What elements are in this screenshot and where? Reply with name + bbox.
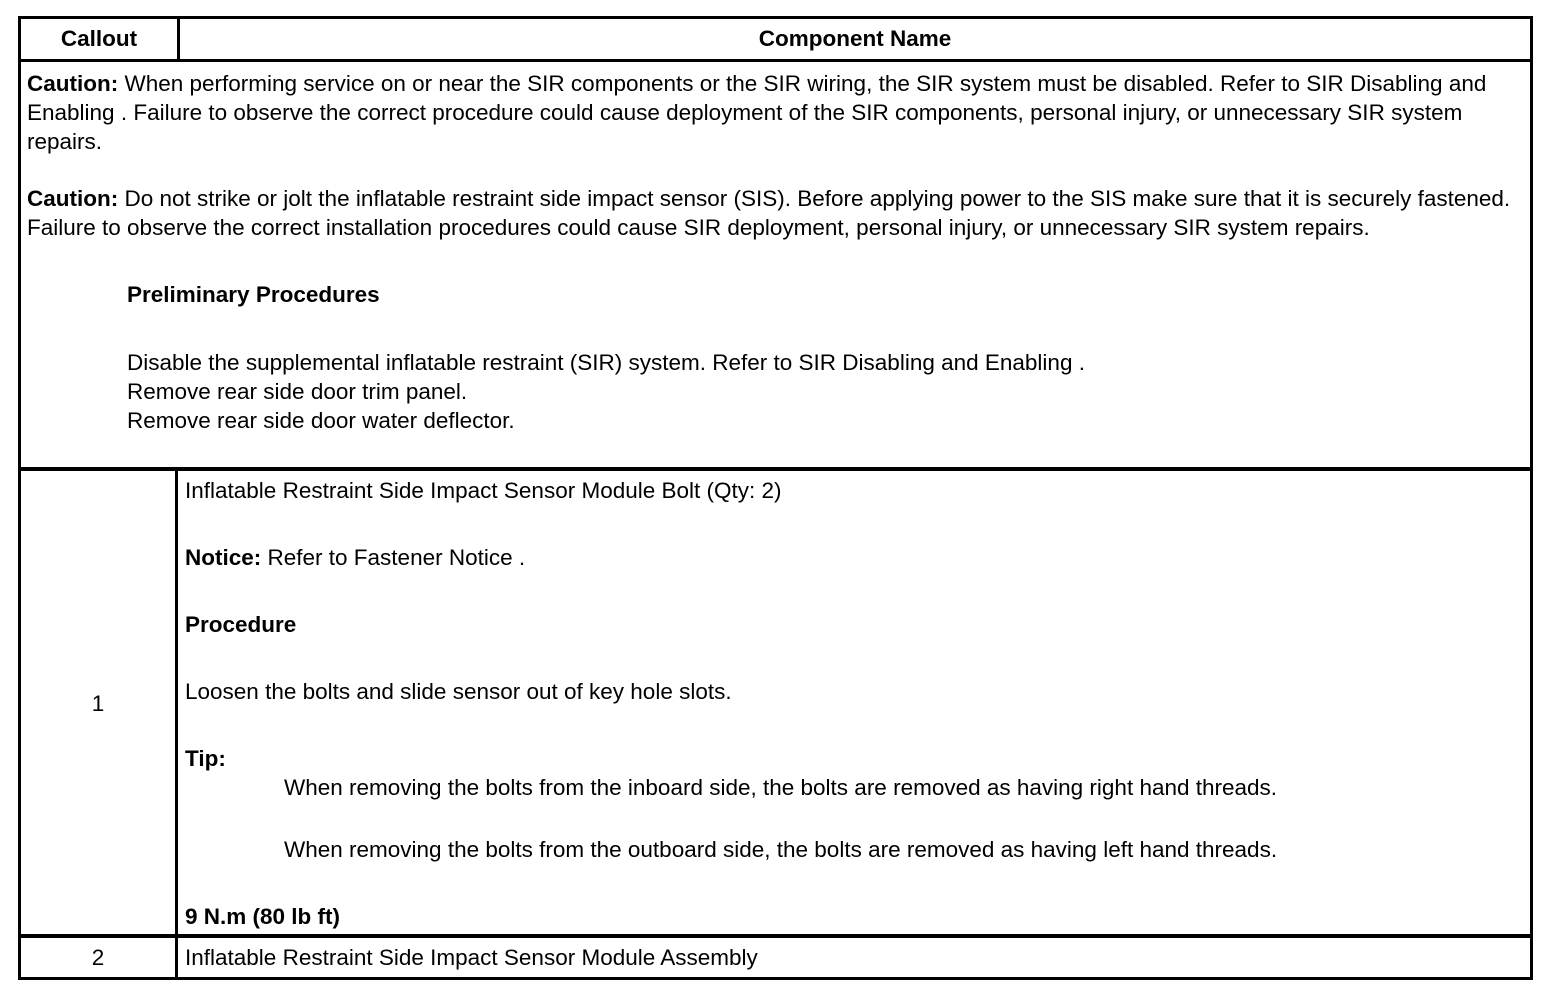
notice-line xyxy=(185,543,1530,572)
preliminary-step: Disable the supplemental inflatable restraint (SIR) system. Refer to SIR Disabling and Enabling . xyxy=(127,350,1085,375)
preliminary-step: Remove rear side door water deflector. xyxy=(127,408,515,433)
callout-cell xyxy=(21,938,178,977)
header-callout: Callout xyxy=(21,19,180,59)
caution-text: Do not strike or jolt the inflatable restraint side impact sensor (SIS). Before applying power to the SIS make sure that it is securely fastened. Failure to observe the correct installation procedures could cause SIR deployment, personal injury, or unnecessary SIR system repairs. xyxy=(27,186,1511,240)
preliminary-step: Remove rear side door trim panel. xyxy=(127,379,468,404)
callout-number: 1 xyxy=(91,691,105,716)
callout-cell xyxy=(21,471,178,934)
table-header-row xyxy=(21,19,1530,62)
table-row xyxy=(21,938,1530,977)
preliminary-steps xyxy=(127,348,1520,435)
caution-label: Caution: xyxy=(27,71,119,96)
component-cell xyxy=(181,938,1530,977)
caution-paragraph-1 xyxy=(27,69,1520,156)
tip-label: Tip: xyxy=(185,746,226,771)
tip-item: When removing the bolts from the inboard side, the bolts are removed as having right hand threads. xyxy=(284,775,1278,800)
procedure-label: Procedure xyxy=(185,612,297,637)
notice-label: Notice: xyxy=(185,545,262,570)
header-component-name: Component Name xyxy=(758,26,952,51)
tip-item: When removing the bolts from the outboard side, the bolts are removed as having left hand threads. xyxy=(284,837,1278,862)
table-row xyxy=(21,471,1530,938)
caution-label: Caution: xyxy=(27,186,119,211)
component-table xyxy=(18,16,1533,980)
preliminary-procedures-title: Preliminary Procedures xyxy=(127,282,380,307)
notice-text: Refer to Fastener Notice . xyxy=(261,545,526,570)
callout-number: 2 xyxy=(91,945,105,970)
component-name: Inflatable Restraint Side Impact Sensor Module Bolt (Qty: 2) xyxy=(185,478,782,503)
caution-text: When performing service on or near the SIR components or the SIR wiring, the SIR system must be disabled. Refer to SIR Disabling and Enabling . Failure to observe the correct procedure could cause deployment of the SIR components, personal injury, or unnecessary SIR system repairs. xyxy=(27,71,1487,154)
caution-section xyxy=(21,62,1530,471)
caution-paragraph-2 xyxy=(27,184,1520,242)
procedure-text: Loosen the bolts and slide sensor out of key hole slots. xyxy=(185,679,732,704)
torque-spec: 9 N.m (80 lb ft) xyxy=(185,904,341,929)
component-name: Inflatable Restraint Side Impact Sensor Module Assembly xyxy=(185,945,758,970)
component-cell xyxy=(181,471,1530,934)
